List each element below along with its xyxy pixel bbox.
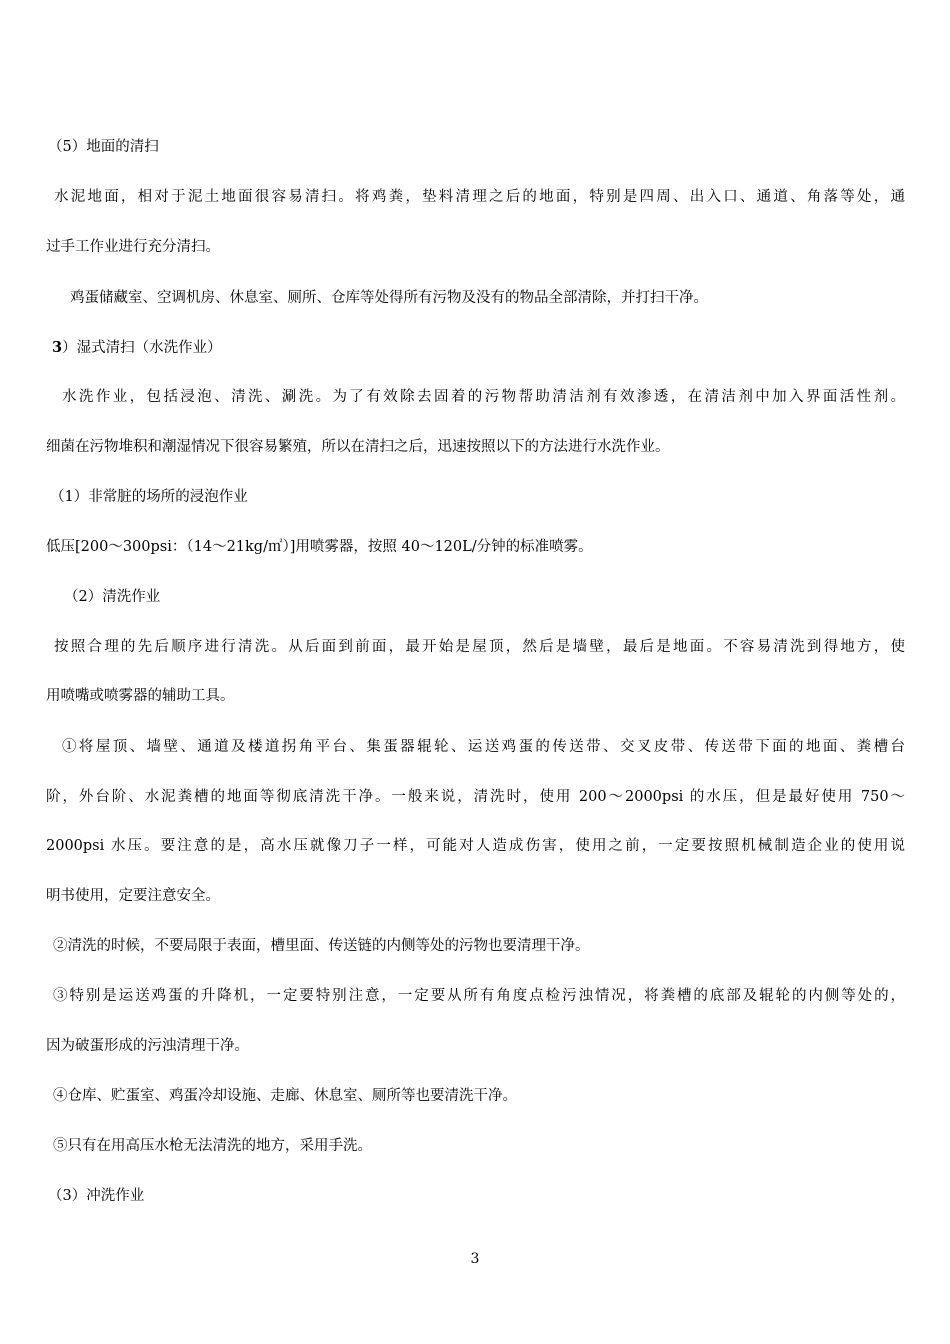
paragraph-line: 水洗作业，包括浸泡、清洗、涮洗。为了有效除去固着的污物帮助清洁剂有效渗透，在清洁剂中加入界面活性剂。	[62, 389, 905, 405]
paragraph-line: 按照合理的先后顺序进行清洗。从后面到前面，最开始是屋顶，然后是墙壁，最后是地面。不容易清洗到得地方，使	[54, 639, 905, 655]
paragraph-line: 过手工作业进行充分清扫。	[46, 239, 220, 255]
section-title: ）湿式清扫（水洗作业）	[62, 340, 222, 356]
paragraph-line: 细菌在污物堆积和潮湿情况下很容易繁殖，所以在清扫之后，迅速按照以下的方法进行水洗作业。	[46, 439, 670, 455]
paragraph-line: 低压[200～300psi：（14～21kg/㎡）]用喷雾器，按照 40～120L/分钟的标准喷雾。	[46, 539, 593, 555]
paragraph-line: ①将屋顶、墙壁、通道及楼道拐角平台、集蛋器辊轮、运送鸡蛋的传送带、交叉皮带、传送带下面的地面、粪槽台	[62, 739, 905, 755]
subsection-heading-washing: （2）清洗作业	[64, 589, 161, 605]
paragraph-line: 因为破蛋形成的污浊清理干净。	[46, 1038, 249, 1054]
paragraph-line: ②清洗的时候，不要局限于表面，槽里面、传送链的内侧等处的污物也要清理干净。	[53, 938, 590, 954]
section-heading-floor-sweeping: （5）地面的清扫	[48, 139, 159, 155]
paragraph-line: 阶，外台阶、水泥粪槽的地面等彻底清洗干净。一般来说，清洗时，使用 200～2000psi 的水压，但是最好使用 750～	[46, 789, 905, 805]
paragraph-line: 2000psi 水压。要注意的是，高水压就像刀子一样，可能对人造成伤害，使用之前，一定要按照机械制造企业的使用说	[46, 838, 905, 854]
paragraph-line: 用喷嘴或喷雾器的辅助工具。	[46, 688, 235, 704]
subsection-heading-rinsing: （3）冲洗作业	[48, 1188, 145, 1204]
section-number: 3	[52, 339, 63, 356]
section-heading-wet-cleaning	[52, 338, 222, 358]
paragraph-line: 鸡蛋储藏室、空调机房、休息室、厕所、仓库等处得所有污物及没有的物品全部清除，并打扫干净。	[70, 290, 708, 306]
paragraph-line: ④仓库、贮蛋室、鸡蛋冷却设施、走廊、休息室、厕所等也要清洗干净。	[53, 1088, 517, 1104]
paragraph-line: 明书使用，定要注意安全。	[46, 888, 220, 904]
paragraph-line: 水泥地面，相对于泥土地面很容易清扫。将鸡粪，垫料清理之后的地面，特别是四周、出入口、通道、角落等处，通	[54, 189, 905, 205]
paragraph-line: ③特别是运送鸡蛋的升降机，一定要特别注意，一定要从所有角度点检污浊情况，将粪槽的底部及辊轮的内侧等处的，	[53, 988, 905, 1004]
paragraph-line: ⑤只有在用高压水枪无法清洗的地方，采用手洗。	[53, 1138, 372, 1154]
subsection-heading-soaking: （1）非常脏的场所的浸泡作业	[50, 489, 248, 505]
page-number: 3	[470, 1251, 480, 1267]
